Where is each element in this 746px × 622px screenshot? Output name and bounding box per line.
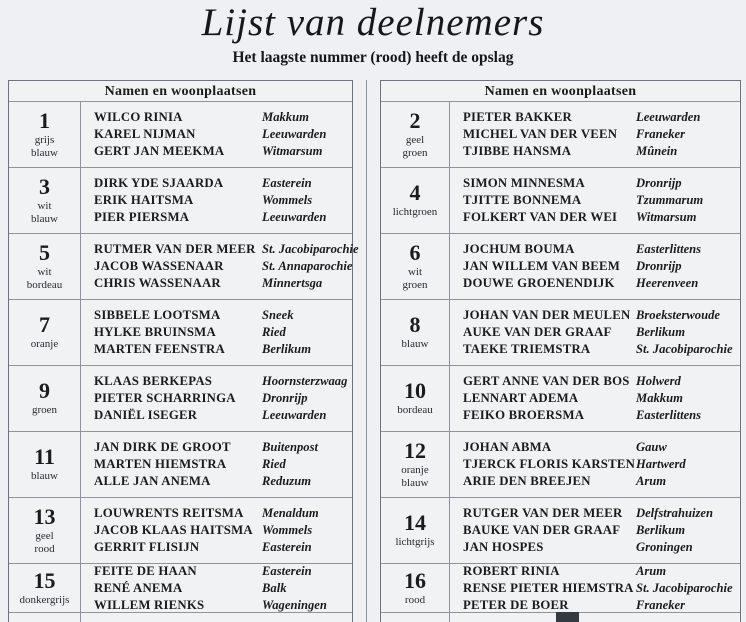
team-color-label: blauw bbox=[401, 476, 429, 489]
team-number: 16 bbox=[404, 567, 426, 593]
team-colors bbox=[395, 536, 434, 549]
participant-town: Wommels bbox=[262, 523, 313, 537]
team-places-cell bbox=[262, 300, 352, 365]
participant-name: DANIËL ISEGER bbox=[94, 408, 198, 422]
participant-town: Groningen bbox=[636, 540, 693, 554]
team-places-cell bbox=[262, 564, 352, 612]
team-number-cell bbox=[381, 168, 450, 233]
participant-name: KLAAS BERKEPAS bbox=[94, 374, 213, 388]
table-row bbox=[381, 168, 740, 234]
scan-artifact bbox=[556, 612, 579, 622]
page-title: Lijst van deelnemers bbox=[201, 1, 545, 44]
team-colors bbox=[401, 464, 428, 489]
team-number-cell bbox=[381, 564, 450, 612]
participants-table-right bbox=[380, 80, 741, 622]
column-header: Namen en woonplaatsen bbox=[9, 81, 352, 102]
participant-town: Tzummarum bbox=[636, 193, 704, 207]
participant-town: Heerenveen bbox=[636, 276, 699, 290]
participant-name: DOUWE GROENENDIJK bbox=[463, 276, 615, 290]
team-color-label: lichtgroen bbox=[392, 206, 438, 219]
participant-town: Holwerd bbox=[636, 374, 681, 388]
team-colors bbox=[397, 404, 432, 417]
table-row bbox=[381, 102, 740, 168]
participant-name: PIETER SCHARRINGA bbox=[94, 391, 236, 405]
participant-town: Hoornsterzwaag bbox=[262, 374, 348, 388]
team-color-label: rood bbox=[404, 593, 426, 606]
team-number-cell bbox=[9, 234, 81, 299]
team-number: 14 bbox=[404, 510, 426, 536]
participant-town: Berlikum bbox=[636, 325, 685, 339]
team-color-label: donkergrijs bbox=[19, 593, 70, 606]
team-colors bbox=[402, 338, 429, 351]
participant-town: Easterlittens bbox=[636, 408, 702, 422]
team-number-cell bbox=[9, 300, 81, 365]
participant-name: GERT JAN MEEKMA bbox=[94, 144, 225, 158]
participant-name: JOCHUM BOUMA bbox=[463, 242, 575, 256]
table-row bbox=[381, 432, 740, 498]
team-color-label: wit bbox=[37, 200, 52, 212]
participant-name: PIER PIERSMA bbox=[94, 210, 190, 224]
team-names-cell bbox=[450, 498, 636, 563]
team-colors bbox=[20, 594, 70, 607]
participant-town: St. Jacobiparochie bbox=[262, 242, 359, 256]
team-places-cell bbox=[636, 168, 740, 233]
team-number-cell bbox=[9, 102, 81, 167]
participant-town: Berlikum bbox=[636, 523, 685, 537]
participant-town: Easterein bbox=[262, 176, 312, 190]
team-places-cell bbox=[262, 432, 352, 497]
team-color-label: geel bbox=[405, 134, 425, 146]
team-names-cell bbox=[450, 432, 636, 497]
participant-town: Gauw bbox=[636, 440, 667, 454]
participant-town: Ried bbox=[262, 325, 286, 339]
team-number: 8 bbox=[409, 312, 421, 338]
team-color-label: bordeau bbox=[26, 278, 63, 291]
team-names-cell bbox=[81, 366, 262, 431]
table-row bbox=[9, 366, 352, 432]
team-number-cell bbox=[381, 498, 450, 563]
participant-name: MARTEN FEENSTRA bbox=[94, 342, 225, 356]
participant-town: St. Jacobiparochie bbox=[636, 580, 733, 595]
participant-name: PETER DE BOER bbox=[463, 597, 569, 612]
participant-name: JACOB WASSENAAR bbox=[94, 259, 224, 273]
participant-name: JAN HOSPES bbox=[463, 540, 544, 554]
participant-town: Leeuwarden bbox=[262, 127, 327, 141]
team-colors bbox=[31, 134, 58, 159]
team-number-cell bbox=[9, 432, 81, 497]
participant-town: Wageningen bbox=[262, 597, 327, 612]
team-colors bbox=[27, 266, 62, 291]
participant-town: Ried bbox=[262, 457, 286, 471]
team-names-cell bbox=[81, 300, 262, 365]
team-color-label: blauw bbox=[31, 146, 58, 159]
team-color-label: blauw bbox=[31, 212, 58, 225]
team-number-cell bbox=[9, 168, 81, 233]
participant-town: Berlikum bbox=[262, 342, 311, 356]
participant-name: LOUWRENTS REITSMA bbox=[94, 506, 244, 520]
participant-name: MICHEL VAN DER VEEN bbox=[463, 127, 618, 141]
team-names-cell bbox=[81, 498, 262, 563]
team-places-cell bbox=[636, 102, 740, 167]
team-number: 9 bbox=[39, 378, 50, 404]
team-names-cell bbox=[81, 234, 262, 299]
team-number: 6 bbox=[409, 240, 421, 265]
participant-town: Witmarsum bbox=[636, 210, 697, 224]
participant-name: ROBERT RINIA bbox=[463, 564, 560, 578]
team-color-label: groen bbox=[402, 278, 428, 291]
team-number-cell bbox=[381, 234, 450, 299]
participant-town: Leeuwarden bbox=[636, 110, 701, 124]
table-row bbox=[381, 366, 740, 432]
participant-town: Leeuwarden bbox=[262, 408, 327, 422]
participant-town: Easterlittens bbox=[636, 242, 702, 256]
participant-town: Leeuwarden bbox=[262, 210, 327, 224]
table-row bbox=[9, 234, 359, 300]
participant-town: Delfstrahuizen bbox=[636, 506, 713, 520]
participant-town: Makkum bbox=[636, 391, 683, 405]
team-number: 5 bbox=[39, 240, 50, 265]
participant-name: JOHAN ABMA bbox=[463, 440, 552, 454]
participants-table-left bbox=[8, 80, 359, 622]
team-number-cell bbox=[381, 300, 450, 365]
team-names-cell bbox=[450, 102, 636, 167]
participant-name: ERIK HAITSMA bbox=[94, 193, 194, 207]
table-row bbox=[9, 564, 352, 613]
participant-town: Balk bbox=[262, 580, 287, 595]
team-number-cell bbox=[9, 366, 81, 431]
participant-name: GERRIT FLISIJN bbox=[94, 540, 200, 554]
participant-name: ALLE JAN ANEMA bbox=[94, 474, 211, 488]
team-colors bbox=[402, 134, 427, 159]
table-row bbox=[381, 300, 740, 366]
participant-name: DIRK YDE SJAARDA bbox=[94, 176, 224, 190]
participant-name: KAREL NIJMAN bbox=[94, 127, 196, 141]
team-color-label: geel bbox=[35, 530, 54, 542]
team-names-cell bbox=[450, 300, 636, 365]
participant-name: GERT ANNE VAN DER BOS bbox=[463, 374, 630, 388]
participant-town: Mûnein bbox=[636, 144, 678, 158]
participant-town: Dronrijp bbox=[636, 259, 682, 273]
team-color-label: wit bbox=[37, 266, 52, 278]
table-row bbox=[381, 498, 740, 564]
team-colors bbox=[31, 470, 58, 483]
table-row bbox=[381, 234, 740, 300]
team-names-cell bbox=[81, 432, 262, 497]
participant-town: Makkum bbox=[262, 110, 309, 124]
table-row bbox=[9, 102, 352, 168]
team-number: 11 bbox=[34, 444, 55, 470]
team-places-cell bbox=[262, 234, 359, 299]
team-number: 12 bbox=[404, 438, 426, 463]
table-row bbox=[381, 564, 740, 613]
participant-name: RENSE PIETER HIEMSTRA bbox=[463, 580, 634, 595]
participant-name: ARIE DEN BREEJEN bbox=[463, 474, 591, 488]
team-names-cell bbox=[450, 234, 636, 299]
team-names-cell bbox=[450, 564, 636, 612]
team-places-cell bbox=[636, 564, 740, 612]
team-number: 1 bbox=[39, 108, 50, 133]
team-places-cell bbox=[636, 498, 740, 563]
participant-town: Minnertsga bbox=[262, 276, 323, 290]
participant-name: RUTGER VAN DER MEER bbox=[463, 506, 623, 520]
team-places-cell bbox=[262, 366, 352, 431]
participant-name: JACOB KLAAS HAITSMA bbox=[94, 523, 253, 537]
team-places-cell bbox=[636, 366, 740, 431]
participant-name: WILLEM RIENKS bbox=[94, 597, 205, 612]
participant-name: FOLKERT VAN DER WEI bbox=[463, 210, 618, 224]
participant-name: TAEKE TRIEMSTRA bbox=[463, 342, 591, 356]
team-number: 3 bbox=[39, 174, 50, 199]
team-color-label: oranje bbox=[401, 464, 429, 476]
participant-name: SIMON MINNESMA bbox=[463, 176, 585, 190]
sliver-number-column bbox=[381, 613, 450, 622]
team-names-cell bbox=[81, 102, 262, 167]
team-colors bbox=[32, 404, 57, 417]
participant-town: Dronrijp bbox=[262, 391, 308, 405]
team-number-cell bbox=[381, 102, 450, 167]
team-names-cell bbox=[450, 366, 636, 431]
table-row bbox=[9, 498, 352, 564]
participant-name: RENÉ ANEMA bbox=[94, 580, 183, 595]
participant-town: Reduzum bbox=[262, 474, 311, 488]
participant-name: TJERCK FLORIS KARSTEN bbox=[463, 457, 636, 471]
team-color-label: oranje bbox=[30, 338, 59, 351]
team-number-cell bbox=[381, 432, 450, 497]
participant-town: St. Annaparochie bbox=[262, 259, 353, 273]
table-row bbox=[9, 168, 352, 234]
team-colors bbox=[405, 594, 425, 607]
participant-name: JAN DIRK DE GROOT bbox=[94, 440, 231, 454]
next-row-sliver bbox=[9, 613, 352, 622]
participant-name: AUKE VAN DER GRAAF bbox=[463, 325, 612, 339]
team-color-label: groen bbox=[31, 404, 58, 417]
team-number: 15 bbox=[33, 567, 56, 593]
team-names-cell bbox=[81, 564, 262, 612]
table-row bbox=[9, 432, 352, 498]
participant-town: Hartwerd bbox=[636, 457, 686, 471]
team-colors bbox=[31, 338, 58, 351]
team-number: 2 bbox=[409, 108, 421, 133]
participant-town: Wommels bbox=[262, 193, 313, 207]
team-names-cell bbox=[81, 168, 262, 233]
table-row bbox=[9, 300, 352, 366]
participant-town: Menaldum bbox=[262, 506, 319, 520]
participant-name: JAN WILLEM VAN BEEM bbox=[463, 259, 621, 273]
team-number-cell bbox=[381, 366, 450, 431]
column-header: Namen en woonplaatsen bbox=[381, 81, 740, 102]
team-color-label: lichtgrijs bbox=[395, 536, 435, 549]
page-subtitle: Het laagste nummer (rood) heeft de opslag bbox=[232, 49, 514, 66]
participant-name: TJIBBE HANSMA bbox=[463, 144, 572, 158]
team-color-label: blauw bbox=[31, 470, 58, 483]
participant-name: FEIKO BROERSMA bbox=[463, 408, 585, 422]
participant-town: Broeksterwoude bbox=[636, 308, 720, 322]
team-color-label: groen bbox=[402, 146, 428, 159]
participant-town: St. Jacobiparochie bbox=[636, 342, 733, 356]
team-places-cell bbox=[636, 300, 740, 365]
participant-name: LENNART ADEMA bbox=[463, 391, 579, 405]
participant-name: MARTEN HIEMSTRA bbox=[94, 457, 227, 471]
participant-name: BAUKE VAN DER GRAAF bbox=[463, 523, 621, 537]
participant-name: SIBBELE LOOTSMA bbox=[94, 308, 221, 322]
team-places-cell bbox=[262, 168, 352, 233]
participant-town: Franeker bbox=[636, 597, 685, 612]
team-names-cell bbox=[450, 168, 636, 233]
participant-town: Easterein bbox=[262, 563, 312, 578]
team-places-cell bbox=[262, 498, 352, 563]
team-number-cell bbox=[9, 564, 81, 612]
team-colors bbox=[393, 206, 438, 219]
participant-town: Franeker bbox=[636, 127, 685, 141]
participant-name: FEITE DE HAAN bbox=[94, 564, 197, 578]
participant-name: RUTMER VAN DER MEER bbox=[94, 242, 256, 256]
team-color-label: blauw bbox=[401, 338, 429, 351]
participant-name: WILCO RINIA bbox=[94, 110, 183, 124]
team-color-label: rood bbox=[34, 542, 55, 555]
team-number-cell bbox=[9, 498, 81, 563]
sliver-number-column bbox=[9, 613, 81, 622]
team-color-label: bordeau bbox=[397, 404, 433, 417]
team-number: 4 bbox=[409, 180, 421, 206]
participant-town: Arum bbox=[636, 474, 667, 488]
team-places-cell bbox=[636, 234, 740, 299]
team-places-cell bbox=[262, 102, 352, 167]
participant-name: HYLKE BRUINSMA bbox=[94, 325, 216, 339]
participant-name: TJITTE BONNEMA bbox=[463, 193, 582, 207]
team-color-label: grijs bbox=[34, 134, 55, 146]
team-colors bbox=[34, 530, 54, 555]
team-number: 7 bbox=[39, 312, 50, 338]
participant-town: Arum bbox=[636, 563, 667, 578]
participant-town: Buitenpost bbox=[262, 440, 318, 454]
team-number: 10 bbox=[404, 378, 426, 404]
team-number: 13 bbox=[33, 504, 56, 529]
participant-name: PIETER BAKKER bbox=[463, 110, 572, 124]
participant-town: Sneek bbox=[262, 308, 294, 322]
participant-town: Easterein bbox=[262, 540, 312, 554]
team-colors bbox=[31, 200, 58, 225]
column-gap-divider bbox=[366, 80, 367, 622]
team-colors bbox=[402, 266, 427, 291]
participant-town: Witmarsum bbox=[262, 144, 323, 158]
team-color-label: wit bbox=[407, 266, 423, 278]
team-places-cell bbox=[636, 432, 740, 497]
participant-name: JOHAN VAN DER MEULEN bbox=[463, 308, 631, 322]
participant-town: Dronrijp bbox=[636, 176, 682, 190]
participant-name: CHRIS WASSENAAR bbox=[94, 276, 221, 290]
